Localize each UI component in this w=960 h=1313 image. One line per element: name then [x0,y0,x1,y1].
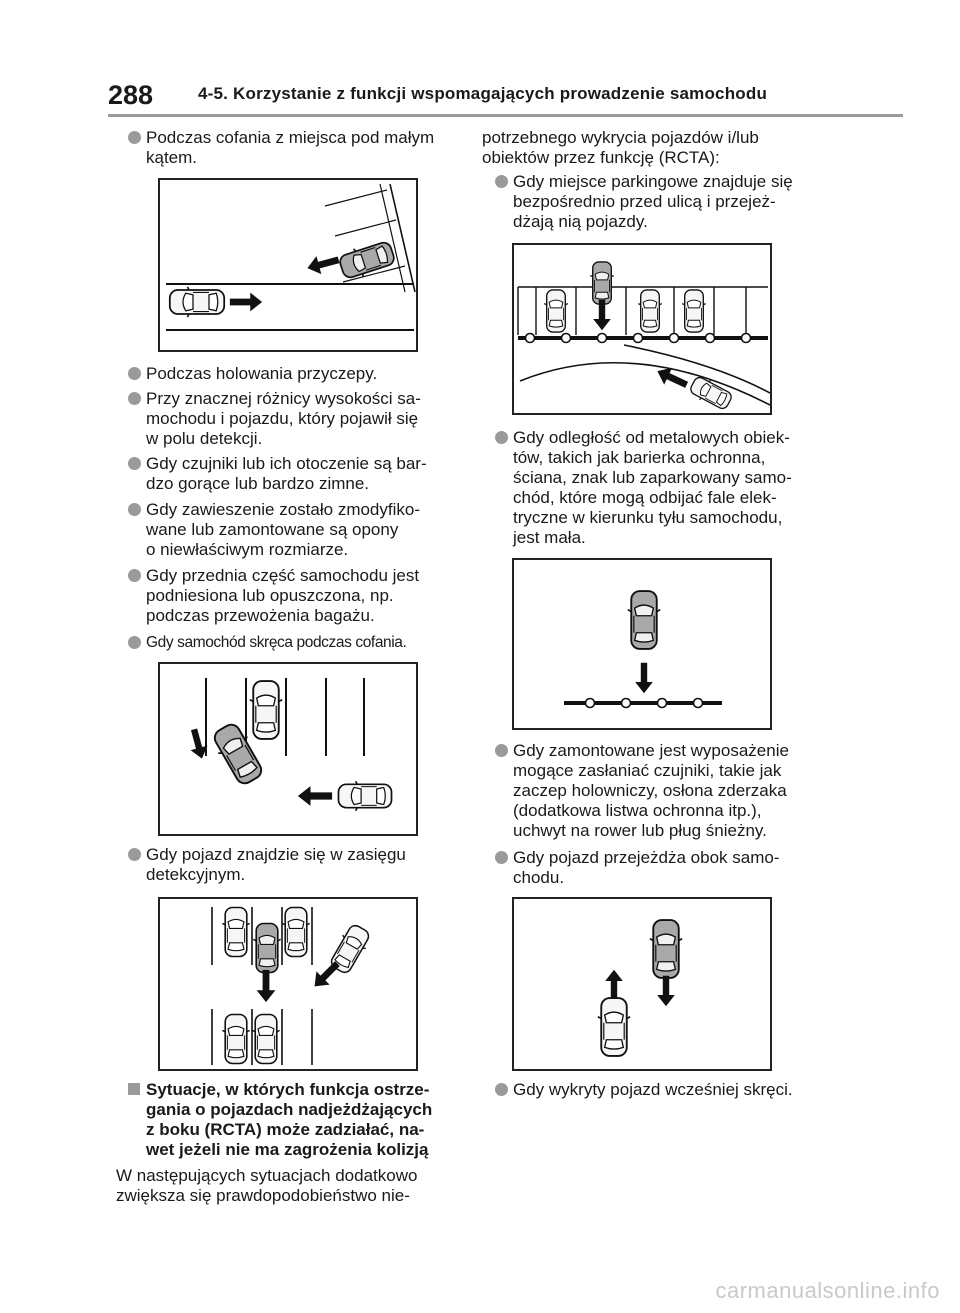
parking-line [380,184,405,292]
car-icon [252,1015,279,1064]
figure-detection-range [158,897,418,1071]
car-icon [222,1015,249,1064]
bullet-item: Gdy samochód skręca podczas cofania. [128,633,468,655]
bullet-item: Gdy zamontowane jest wyposażenie mogące zasłaniać czujniki, takie jak zaczep holowniczy, osłona zderzaka (dodatkowa listwa ochronna itp.), uchwyt na rower lub pług śnieżny. [495,741,835,843]
arrow-icon [230,293,262,312]
parking-line [325,190,387,206]
bullet-item: Gdy miejsce parkingowe znajduje się bezpośrednio przed ulicą i przejeż- dżają nią pojazdy. [495,172,835,234]
bullet-item: Gdy pojazd przejeżdża obok samo- chodu. [495,848,835,890]
arrow-icon [635,663,653,693]
bullet-item: Przy znacznej różnicy wysokości sa- mochodu i pojazdu, który pojawił się w polu detekcji. [128,389,468,451]
arrow-icon [593,300,611,330]
bullet-icon [495,431,508,444]
paragraph: potrzebnego wykrycia pojazdów i/lub obiektów przez funkcję (RCTA): [482,128,759,167]
bullet-item: Gdy wykryty pojazd wcześniej skręci. [495,1080,835,1102]
bullet-icon [128,503,141,516]
bullet-item: Podczas holowania przyczepy. [128,364,468,386]
arrow-icon [657,976,675,1006]
page-number: 288 [108,80,154,110]
bullet-icon [495,1083,508,1096]
bullet-icon [128,367,141,380]
bullet-icon [495,851,508,864]
road-curve [520,363,770,405]
car-icon [250,681,282,739]
bullet-item: Gdy przednia część samochodu jest podniesiona lub opuszczona, np. podczas przewożenia bagażu. [128,566,468,628]
bullet-item: Gdy zawieszenie zostało zmodyfiko- wane lub zamontowane są opony o niewłaściwym rozmiarze. [128,500,468,562]
header-divider [108,114,903,117]
parking-line [335,220,396,236]
bullet-item: Gdy pojazd znajdzie się w zasięgu detekcyjnym. [128,845,468,887]
arrow-icon [605,970,623,1000]
section-heading: Sytuacje, w których funkcja ostrze- gania o pojazdach nadjeżdżających z boku (RCTA) może zadziałać, na- wet jeżeli nie ma zagrożenia kolizją [128,1080,468,1162]
figure-parking-near-street [512,243,772,415]
square-bullet-icon [128,1083,140,1095]
car-icon [544,290,568,332]
bullet-icon [495,175,508,188]
car-icon [222,908,249,957]
car-icon [650,920,682,978]
figure-turning-reverse [158,662,418,836]
arrow-icon [305,251,341,277]
arrow-icon [257,970,276,1002]
watermark: carmanualsonline.info [715,1278,940,1303]
page-title: 4-5. Korzystanie z funkcji wspomagających prowadzenie samochodu [198,84,768,103]
bullet-item: Gdy odległość od metalowych obiek- tów, takich jak barierka ochronna, ściana, znak lub zaparkowany samo- chód, które mogą odbijać fale elek- tryczne w kierunku tyłu samochodu, jest mała. [495,428,835,550]
car-icon [628,591,660,649]
car-icon [282,908,309,957]
car-icon [638,290,662,332]
arrow-icon [298,786,332,806]
bullet-icon [128,457,141,470]
bullet-icon [128,636,141,649]
bullet-item: Podczas cofania z miejsca pod małym kątem. [128,128,468,172]
car-icon [170,287,224,317]
bullet-icon [128,131,141,144]
bullet-icon [128,848,141,861]
car-icon [253,924,280,973]
car-icon [598,998,630,1056]
bullet-icon [495,744,508,757]
figure-passing-vehicle [512,897,772,1071]
figure-metal-objects [512,558,772,730]
figure-angled-reversing [158,178,418,352]
car-icon [338,781,391,811]
car-icon [682,290,706,332]
bullet-item: Gdy czujniki lub ich otoczenie są bar- dzo gorące lub bardzo zimne. [128,454,468,496]
parking-line [390,184,415,292]
bullet-icon [128,569,141,582]
car-icon [590,262,614,304]
bullet-icon [128,392,141,405]
paragraph: W następujących sytuacjach dodatkowo zwiększa się prawdopodobieństwo nie- [116,1166,418,1205]
